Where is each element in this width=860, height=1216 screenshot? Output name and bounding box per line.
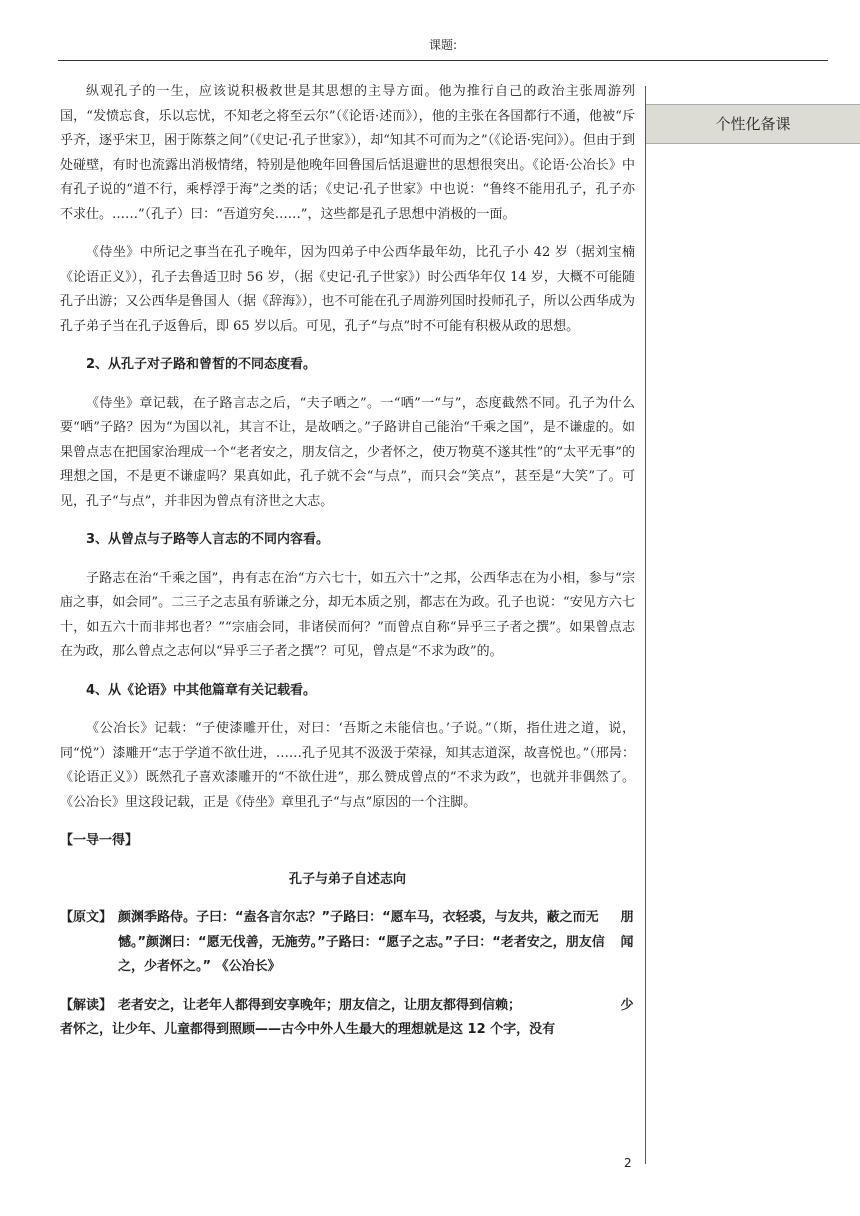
original-side-char-1: 朋: [620, 910, 634, 925]
paragraph-3: 《侍坐》章记载，在子路言志之后，“夫子哂之”。一“哂”一“与”，态度截然不同。孔子为什么要“哂”子路？因为“为国以礼，其言不让，是故哂之。”子路讲自己能治“千乘之国”，是不谦虚的。如果曾点志在把国家治理成一个“老者安之，朋友信之，少者怀之，使万物莫不遂其性”的“太平无事”的理想之国，不是更不谦虚吗？果真如此，孔子就不会“与点”，而只会“笑点”，甚至是“大笑”了。可见，孔子“与点”，并非因为曾点有济世之大志。: [60, 395, 635, 509]
original-text-block: [60, 906, 635, 980]
header-title: 课题:: [428, 38, 458, 52]
paragraph-5: 《公冶长》记载：“子使漆雕开仕，对曰：‘吾斯之未能信也。’子说。”（斯，指仕进之道，说，同“悦”）漆雕开“志于学道不欲仕进，……孔子见其不汲汲于荣禄，知其志道深，故喜悦也。”（邢昺：《论语正义》）既然孔子喜欢漆雕开的“不欲仕进”，那么赞成曾点的“不求为政”，也就并非偶然了。《公冶长》里这段记载，正是《侍坐》章里孔子“与点”原因的一个注脚。: [60, 721, 635, 810]
paragraph-4: 子路志在治“千乘之国”，冉有志在治“方六七十，如五六十”之邦，公西华志在为小相，参与“宗庙之事，如会同”。二三子之志虽有骄谦之分，却无本质之别，都志在为政。孔子也说：“安见方六七十，如五六十而非邦也者？”“宗庙会同，非诸侯而何？”而曾点自称“异乎三子者之撰”。如果曾点志在为政，那么曾点之志何以“异乎三子者之撰”？可见，曾点是“不求为政”的。: [60, 570, 635, 659]
reading-block: [60, 994, 635, 1043]
sidebar-label: 个性化备课: [646, 104, 860, 144]
section-title: 孔子与弟子自述志向: [288, 871, 406, 887]
margin-divider: [645, 86, 646, 1164]
reading-side-char: [619, 994, 635, 1019]
original-side-chars: [619, 906, 635, 955]
paragraph-2: 《侍坐》中所记之事当在孔子晚年，因为四弟子中公西华最年幼，比孔子小 42 岁（据刘宝楠《论语正义》），孔子去鲁适卫时 56 岁，（据《史记·孔子世家》）时公西华年仅 14 岁，大概不可能随孔子出游；又公西华是鲁国人（据《辞海》），也不可能在孔子周游列国时投师孔子，所以公西华成为孔子弟子当在孔子返鲁后，即 65 岁以后。可见，孔子“与点”时不可能有积极从政的思想。: [60, 245, 635, 334]
guide-label: 【一导一得】: [60, 833, 139, 848]
paragraph-1: 纵观孔子的一生，应该说积极救世是其思想的主导方面。他为推行自己的政治主张周游列国，“发愤忘食，乐以忘忧，不知老之将至云尔”（《论语·述而》），他的主张在各国都行不通，他被“斥乎齐，逐乎宋卫，困于陈蔡之间”（《史记·孔子世家》），却“知其不可而为之”（《论语·宪问》）。但由于到处碰壁，有时也流露出消极情绪，特别是他晚年回鲁国后恬退避世的思想很突出。《论语·公冶长》中有孔子说的“道不行，乘桴浮于海”之类的话；《史记·孔子世家》中也说：“鲁终不能用孔子，孔子亦不求仕。……”（孔子）曰：“吾道穷矣……”，这些都是孔子思想中消极的一面。: [60, 84, 635, 222]
section-heading-3: 3、从曾点与子路等人言志的不同内容看。: [86, 532, 330, 547]
reading-text-continued: 者怀之，让少年、儿童都得到照顾——古今中外人生最大的理想就是这 12 个字，没有: [60, 1022, 556, 1037]
reading-tag: 【解读】: [60, 997, 113, 1013]
section-heading-4: 4、从《论语》中其他篇章有关记载看。: [86, 682, 317, 698]
main-content: [60, 80, 635, 1057]
original-text: 颜渊季路侍。子曰：“盍各言尔志？”子路曰：“愿车马，衣轻裘，与友共，蔽之而无憾。”颜渊曰：“愿无伐善，无施劳。”子路曰：“愿子之志。”子曰：“老者安之，朋友信之，少者怀之。” 《公冶长》: [118, 910, 605, 974]
original-side-char-2: 闻: [620, 934, 634, 950]
section-heading-2: 2、从孔子对子路和曾皙的不同态度看。: [86, 357, 317, 372]
page-number: 2: [624, 1156, 632, 1170]
reading-side-char-text: 少: [620, 997, 634, 1013]
reading-text: 老者安之，让老年人都得到安享晚年；朋友信之，让朋友都得到信赖；: [118, 997, 522, 1013]
original-tag: 【原文】: [60, 910, 113, 925]
page-header: [58, 36, 828, 61]
